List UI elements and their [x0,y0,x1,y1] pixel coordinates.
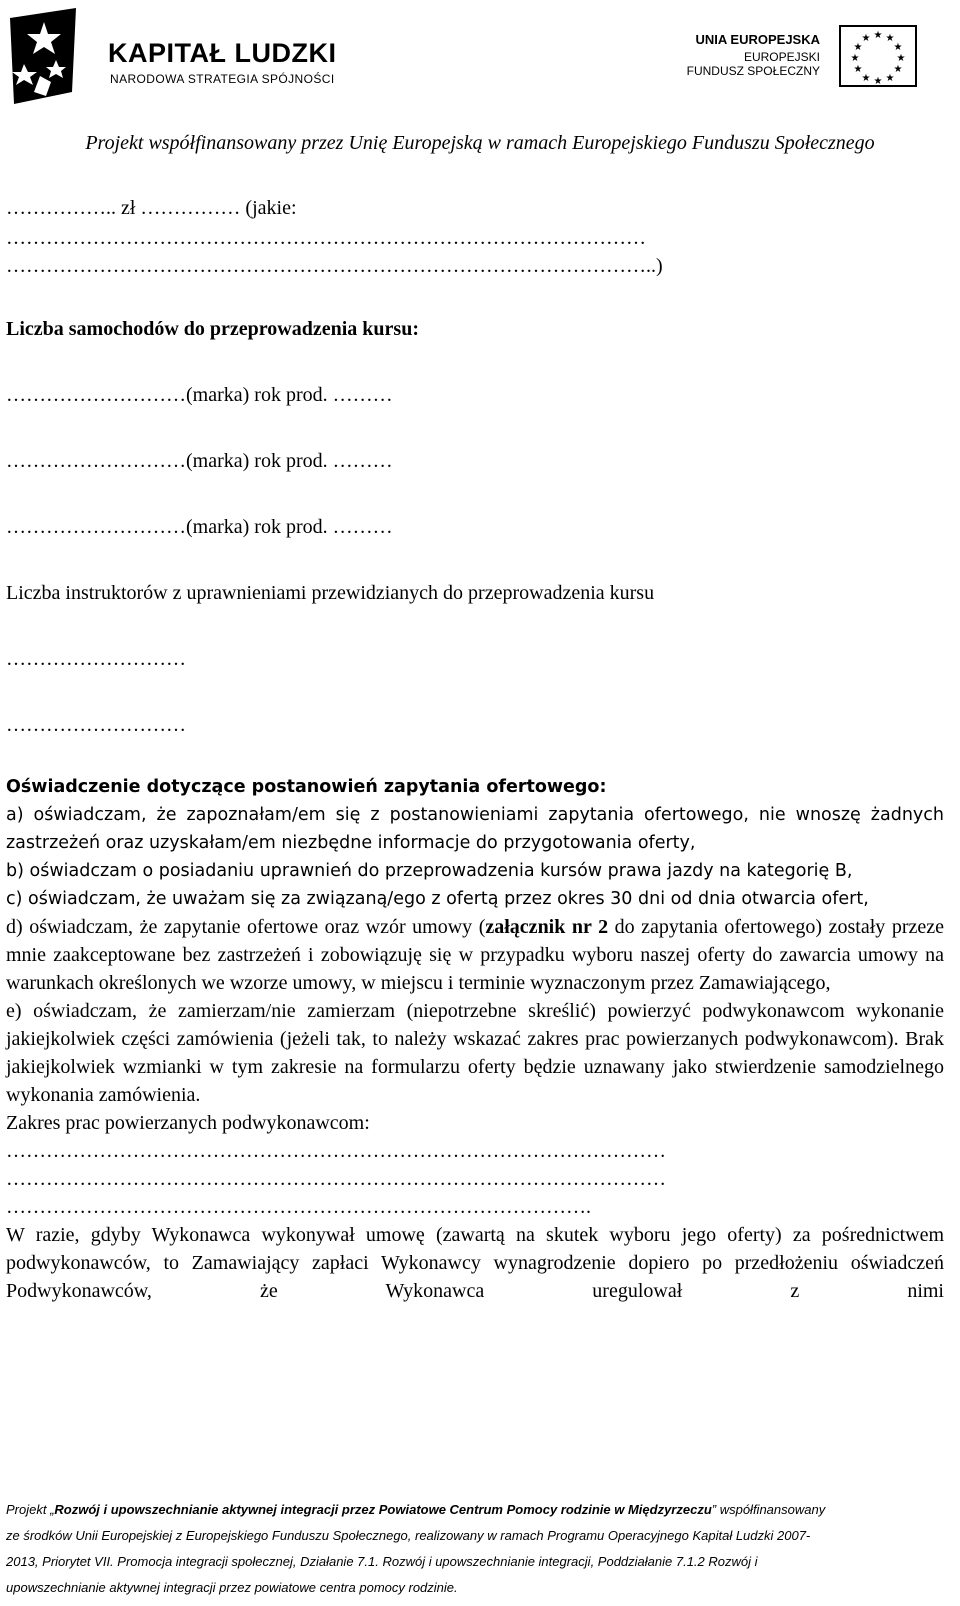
car-entry: ………………………(marka) rok prod. ……… [6,516,393,538]
eu-subtitle [687,50,820,78]
instructors-dotted-line: ……………………… [6,714,186,736]
eu-logo [688,24,948,94]
kapital-ludzki-title: KAPITAŁ LUDZKI [108,38,337,68]
svg-text:★: ★ [873,76,883,87]
declaration-d-text-continued: do zapytania ofertowego) zostały przeze mnie zaakceptowane bez zastrzeżeń i zobowiązuję się w przypadku wyboru naszej oferty do zawarcia umowy na warunkach określonych we wzorze umowy, w miejscu i terminie wyznaczonym przez Zamawiającego, [6,916,944,994]
svg-text:★: ★ [896,53,906,64]
instructors-heading: Liczba instruktorów z uprawnieniami przewidzianych do przeprowadzenia kursu [6,582,655,604]
svg-text:★: ★ [853,42,863,53]
scope-dotted-line: ……………………………………………………………………………………… [6,1140,666,1162]
subcontractor-payment-paragraph: W razie, gdyby Wykonawca wykonywał umowę (zawartą na skutek wyboru jego oferty) za pośrednictwem podwykonawców, to Zamawiający zapłaci Wykonawcy wynagrodzenie dopiero po przedłożeniu oświadczeń Podwykonawców, że Wykonawca uregulował z nimi [6,1224,944,1302]
footer-line-1 [6,1497,944,1523]
page-footer [6,1497,944,1601]
scope-dotted-line: ……………………………………………………………………………. [6,1196,591,1218]
cofinancing-tagline: Projekt współfinansowany przez Unię Europejską w ramach Europejskiego Funduszu Społecznego [85,132,875,154]
svg-text:★: ★ [861,73,871,84]
page-header [0,0,960,170]
eu-flag-icon [838,24,918,88]
footer-project-suffix: ” współfinansowany [711,1502,826,1517]
footer-project-prefix: Projekt „ [6,1502,55,1517]
footer-line-3: 2013, Priorytet VII. Promocja integracji społecznej, Działanie 7.1. Rozwój i upowszechnianie integracji, Poddziałanie 7.1.2 Rozwój i [6,1554,758,1569]
amount-line: …………….. zł …………… (jakie: [6,197,297,219]
eu-title: UNIA EUROPEJSKA [695,32,820,47]
kapital-ludzki-emblem-icon [6,4,82,108]
svg-text:★: ★ [861,33,871,44]
eu-subtitle-line-2: FUNDUSZ SPOŁECZNY [686,64,820,78]
kapital-ludzki-logo [6,4,346,108]
cars-heading: Liczba samochodów do przeprowadzenia kursu: [6,318,419,340]
svg-text:★: ★ [850,53,860,64]
declaration-item-a: a) oświadczam, że zapoznałam/em się z postanowieniami zapytania ofertowego, nie wnoszę żadnych zastrzeżeń oraz uzyskałam/em niezbędne informacje do przygotowania oferty, [6,805,944,853]
eu-subtitle-line-1: EUROPEJSKI [743,50,820,64]
footer-project-title: Rozwój i upowszechnianie aktywnej integracji przez Powiatowe Centrum Pomocy rodzinie w Międzyrzeczu [54,1502,712,1517]
declaration-item-d [6,913,944,997]
svg-text:★: ★ [873,30,883,41]
declaration-item-b: b) oświadczam o posiadaniu uprawnień do przeprowadzenia kursów prawa jazdy na kategorię B, [6,861,853,881]
scope-dotted-line: ……………………………………………………………………………………… [6,1168,666,1190]
svg-text:★: ★ [893,64,903,75]
declaration-d-text: d) oświadczam, że zapytanie ofertowe oraz wzór umowy ( [6,916,486,938]
svg-text:★: ★ [885,73,895,84]
footer-line-2: ze środków Unii Europejskiej z Europejskiego Funduszu Społecznego, realizowany w ramach Programu Operacyjnego Kapitał Ludzki 2007- [6,1528,811,1543]
kapital-ludzki-subtitle: NARODOWA STRATEGIA SPÓJNOŚCI [110,72,335,86]
svg-text:★: ★ [893,42,903,53]
car-entry: ………………………(marka) rok prod. ……… [6,384,393,406]
declaration-item-e: e) oświadczam, że zamierzam/nie zamierzam (niepotrzebne skreślić) powierzyć podwykonawcom wykonanie jakiejkolwiek części zamówienia (jeżeli tak, to należy wskazać zakres prac powierzanych podwykonawcom). Brak jakiejkolwiek wzmianki w tym zakresie na formularzu oferty będzie uznawany jako stwierdzenie samodzielnego wykonania zamówienia. [6,1000,944,1106]
dotted-line: ……………………………………………………………………………………..) [6,255,663,277]
declaration-heading: Oświadczenie dotyczące postanowień zapytania ofertowego: [6,777,607,797]
declaration-item-c: c) oświadczam, że uważam się za związaną/ego z ofertą przez okres 30 dni od dnia otwarcia ofert, [6,889,869,909]
document-body [6,194,944,1305]
svg-text:★: ★ [853,64,863,75]
car-entry: ………………………(marka) rok prod. ……… [6,450,393,472]
footer-line-4: upowszechnianie aktywnej integracji przez powiatowe centra pomocy rodzinie. [6,1580,458,1595]
dotted-line: …………………………………………………………………………………… [6,227,646,249]
instructors-dotted-line: ……………………… [6,648,186,670]
attachment-reference: załącznik nr 2 [485,916,609,938]
svg-text:★: ★ [885,33,895,44]
subcontractor-scope-label: Zakres prac powierzanych podwykonawcom: [6,1112,370,1134]
